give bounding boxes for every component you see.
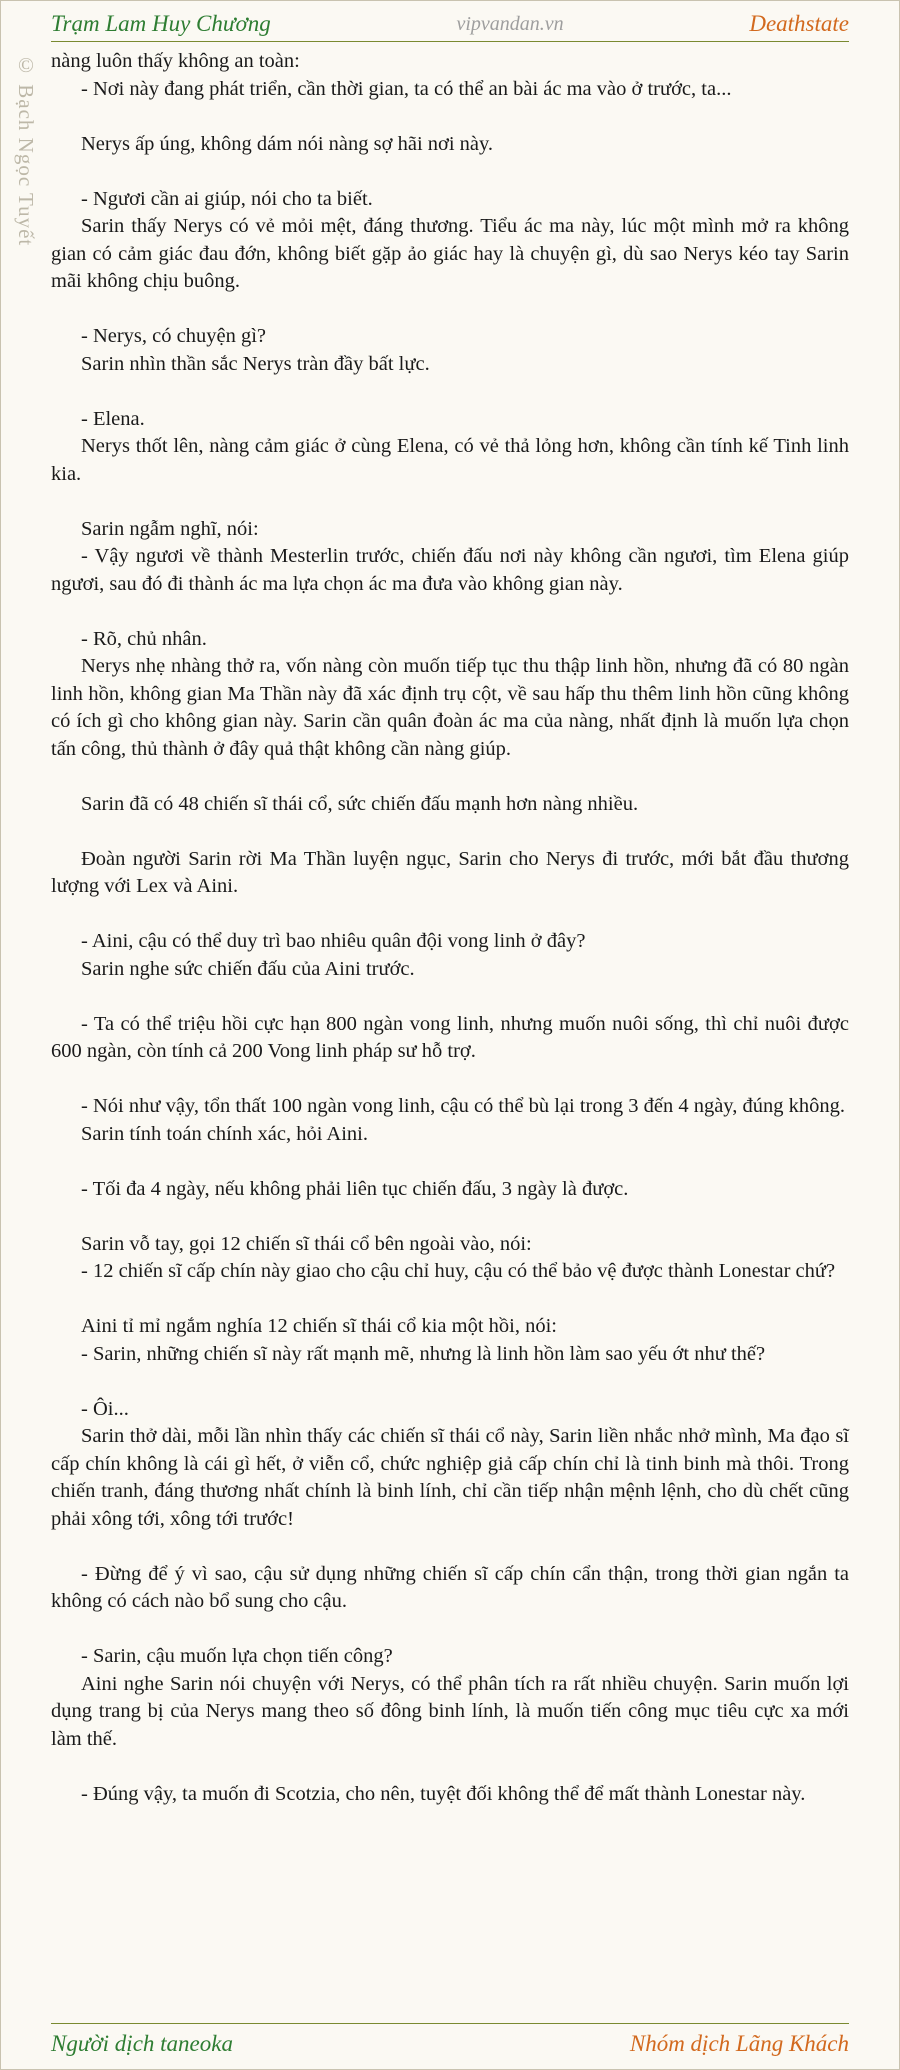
paragraph-gap bbox=[51, 1203, 849, 1231]
paragraph: - 12 chiến sĩ cấp chín này giao cho cậu chỉ huy, cậu có thể bảo vệ được thành Lonestar chứ? bbox=[81, 1260, 836, 1282]
paragraph-gap bbox=[51, 103, 849, 131]
paragraph-gap bbox=[51, 1533, 849, 1561]
paragraph: Nerys nhẹ nhàng thở ra, vốn nàng còn muốn tiếp tục thu thập linh hồn, nhưng đã có 80 ngàn linh hồn, không gian Ma Thần này đã xác định trụ cột, về sau hấp thu thêm linh hồn cũng không có ích gì cho không gian này. Sarin cần quân đoàn ác ma của nàng, nhất định là muốn lựa chọn tấn công, thủ thành ở đây quả thật không cần nàng giúp. bbox=[51, 655, 849, 760]
paragraph: Sarin ngẫm nghĩ, nói: bbox=[81, 517, 259, 540]
paragraph: Sarin nghe sức chiến đấu của Aini trước. bbox=[81, 957, 415, 980]
paragraph-gap bbox=[51, 1066, 849, 1094]
chapter-text bbox=[51, 48, 849, 1808]
paragraph-gap bbox=[51, 1148, 849, 1176]
paragraph: - Đúng vậy, ta muốn đi Scotzia, cho nên, tuyệt đối không thể để mất thành Lonestar này. bbox=[81, 1782, 806, 1805]
paragraph: - Vậy ngươi về thành Mesterlin trước, chiến đấu nơi này không cần ngươi, tìm Elena giúp ngươi, sau đó đi thành ác ma lựa chọn ác ma đưa vào không gian này. bbox=[51, 545, 849, 595]
paragraph-gap bbox=[51, 378, 849, 406]
header-book-title: Deathstate bbox=[749, 11, 849, 36]
paragraph: - Elena. bbox=[81, 407, 145, 430]
paragraph-gap bbox=[51, 1368, 849, 1396]
paragraph: - Tối đa 4 ngày, nếu không phải liên tục chiến đấu, 3 ngày là được. bbox=[81, 1177, 629, 1200]
paragraph: Nerys ấp úng, không dám nói nàng sợ hãi nơi này. bbox=[81, 132, 494, 155]
paragraph-gap bbox=[51, 488, 849, 516]
paragraph-gap bbox=[51, 763, 849, 791]
paragraph-gap bbox=[51, 158, 849, 186]
paragraph: - Ôi... bbox=[81, 1397, 129, 1420]
paragraph-gap bbox=[51, 1753, 849, 1781]
paragraph: - Ta có thể triệu hồi cực hạn 800 ngàn vong linh, nhưng muốn nuôi sống, thì chỉ nuôi được 600 ngàn, còn tính cả 200 Vong linh pháp sư hỗ trợ. bbox=[51, 1012, 849, 1062]
paragraph: - Aini, cậu có thể duy trì bao nhiêu quân đội vong linh ở đây? bbox=[81, 930, 586, 952]
paragraph: Đoàn người Sarin rời Ma Thần luyện ngục, Sarin cho Nerys đi trước, mới bắt đầu thương lượng với Lex và Aini. bbox=[51, 847, 849, 897]
paragraph: - Ngươi cần ai giúp, nói cho ta biết. bbox=[81, 187, 373, 210]
paragraph: - Đừng để ý vì sao, cậu sử dụng những chiến sĩ cấp chín cẩn thận, trong thời gian ngắn ta không có cách nào bổ sung cho cậu. bbox=[51, 1562, 849, 1612]
copyright-watermark: © Bạch Ngọc Tuyết bbox=[14, 53, 38, 247]
paragraph: Sarin thở dài, mỗi lần nhìn thấy các chiến sĩ thái cổ này, Sarin liền nhắc nhở mình, Ma đạo sĩ cấp chín không là cái gì hết, ở viễn cổ, chức nghiệp giả cấp chín chỉ là tinh binh mà thôi. Trong chiến tranh, đáng thương nhất chính là binh lính, chỉ cần tiếp nhận mệnh lệnh, cho dù chết cũng phải xông tới, xông tới trước! bbox=[51, 1425, 849, 1530]
header-url: vipvandan.vn bbox=[456, 12, 564, 35]
paragraph: Sarin vỗ tay, gọi 12 chiến sĩ thái cổ bên ngoài vào, nói: bbox=[81, 1232, 532, 1255]
footer-group: Nhóm dịch Lãng Khách bbox=[629, 2031, 849, 2056]
paragraph: - Sarin, cậu muốn lựa chọn tiến công? bbox=[81, 1645, 393, 1667]
page-footer bbox=[51, 2023, 849, 2064]
paragraph: Aini nghe Sarin nói chuyện với Nerys, có thể phân tích ra rất nhiều chuyện. Sarin muốn lợi dụng trang bị của Nerys mang theo số đông binh lính, là muốn tiến công mục tiêu cực xa mới làm thế. bbox=[51, 1672, 849, 1750]
paragraph-gap bbox=[51, 818, 849, 846]
paragraph: nàng luôn thấy không an toàn: bbox=[51, 50, 300, 72]
footer-translator: Người dịch taneoka bbox=[51, 2031, 233, 2056]
paragraph: - Nerys, có chuyện gì? bbox=[81, 325, 267, 347]
paragraph: Sarin tính toán chính xác, hỏi Aini. bbox=[81, 1122, 368, 1145]
paragraph-gap bbox=[51, 1616, 849, 1644]
paragraph-gap bbox=[51, 983, 849, 1011]
header-site-name: Trạm Lam Huy Chương bbox=[51, 11, 271, 36]
paragraph: - Rõ, chủ nhân. bbox=[81, 627, 207, 650]
paragraph: - Nói như vậy, tổn thất 100 ngàn vong linh, cậu có thể bù lại trong 3 đến 4 ngày, đúng không. bbox=[81, 1095, 845, 1117]
paragraph: Aini tỉ mỉ ngắm nghía 12 chiến sĩ thái cổ kia một hồi, nói: bbox=[81, 1315, 557, 1337]
paragraph-gap bbox=[51, 598, 849, 626]
paragraph: Nerys thốt lên, nàng cảm giác ở cùng Elena, có vẻ thả lỏng hơn, không cần tính kế Tinh linh kia. bbox=[51, 435, 849, 485]
paragraph: Sarin đã có 48 chiến sĩ thái cổ, sức chiến đấu mạnh hơn nàng nhiều. bbox=[81, 792, 639, 815]
paragraph: - Nơi này đang phát triển, cần thời gian, ta có thể an bài ác ma vào ở trước, ta... bbox=[81, 77, 732, 100]
paragraph-gap bbox=[51, 901, 849, 929]
paragraph-gap bbox=[51, 1286, 849, 1314]
page-header bbox=[51, 7, 849, 42]
paragraph: Sarin thấy Nerys có vẻ mỏi mệt, đáng thương. Tiểu ác ma này, lúc một mình mở ra không gian có cảm giác đau đớn, không biết gặp ảo giác hay là chuyện gì, dù sao Nerys kéo tay Sarin mãi không chịu buông. bbox=[51, 215, 849, 292]
paragraph: Sarin nhìn thần sắc Nerys tràn đầy bất lực. bbox=[81, 352, 430, 375]
paragraph: - Sarin, những chiến sĩ này rất mạnh mẽ, nhưng là linh hồn làm sao yếu ớt như thế? bbox=[81, 1342, 766, 1365]
paragraph-gap bbox=[51, 296, 849, 324]
